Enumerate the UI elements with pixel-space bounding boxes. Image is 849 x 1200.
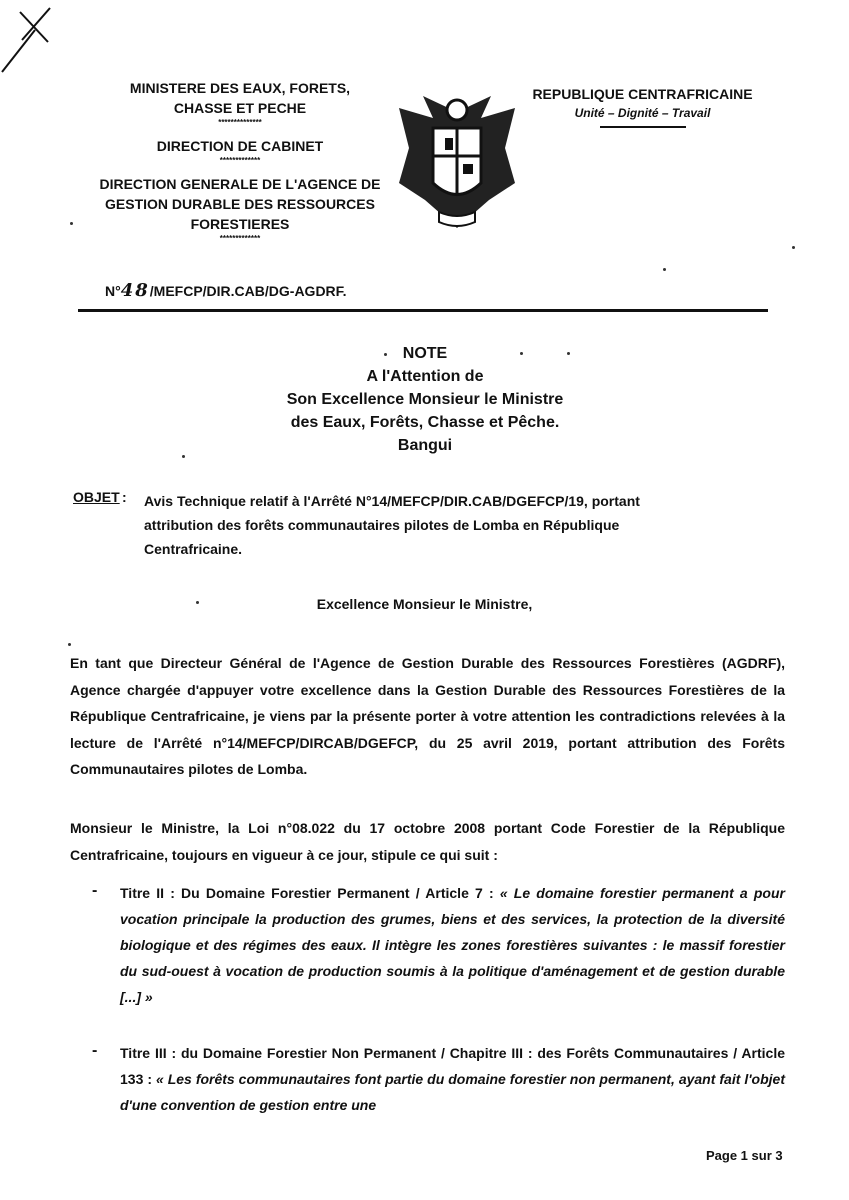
bullet-item-titre-3 [120,1040,785,1118]
national-motto: Unité – Dignité – Travail [574,106,711,120]
reference-handwritten-number: 48 [120,280,150,301]
paragraph-intro: En tant que Directeur Général de l'Agence de Gestion Durable des Ressources Forestières (AGDRF), Agence chargée d'appuyer votre excellence dans la Gestion Durable des Ressources Forestières de la République Centrafricaine, je viens par la présente porter à votre attention les contradictions relevées à la lecture de l'Arrêté n°14/MEFCP/DIRCAB/DGEFCP, du 25 avril 2019, portant attribution des Forêts Communautaires pilotes de Lomba. [70,655,785,777]
header-left [95,78,385,244]
cabinet-name: DIRECTION DE CABINET [156,138,324,154]
separator-stars: ************* [219,234,261,243]
separator-stars: ************** [218,118,262,127]
attention-line: A l'Attention de [366,368,484,385]
objet-colon: : [122,489,127,505]
reference-prefix: N° [105,283,121,299]
bullet-quote: « Les forêts communautaires font partie du domaine forestier non permanent, ayant fait l'objet d'une convention de gestion entre une [120,1071,785,1113]
bullet-lead: Titre III : du Domaine Forestier Non Permanent / Chapitre III : des Forêts Communautaires / Article 133 : [120,1045,785,1087]
header-right [525,86,760,128]
bullet-lead: Titre II : Du Domaine Forestier Permanent / Article 7 : [120,885,500,901]
recipient-ministry: des Eaux, Forêts, Chasse et Pêche. [290,414,560,431]
reference-suffix: /MEFCP/DIR.CAB/DG-AGDRF. [149,283,347,299]
note-title: NOTE [402,345,448,362]
agency-name: DIRECTION GENERALE DE L'AGENCE DE GESTION DURABLE DES RESSOURCES FORESTIERES [99,176,381,232]
addressee-block [200,342,650,457]
signature-stroke-icon [0,0,80,80]
coat-of-arms-emblem [393,88,521,233]
country-name: REPUBLIQUE CENTRAFRICAINE [532,86,753,102]
bullet-item-titre-2 [120,880,785,1010]
motto-underline [600,126,686,128]
objet-label: OBJET [73,489,120,505]
bullet-marker: - [92,1042,98,1059]
recipient-city: Bangui [397,437,453,454]
separator-stars: ************* [219,156,261,165]
page-number: Page 1 sur 3 [706,1148,783,1163]
paragraph-law: Monsieur le Ministre, la Loi n°08.022 du 17 octobre 2008 portant Code Forestier de la République Centrafricaine, toujours en vigueur à ce jour, stipule ce qui suit : [70,820,785,863]
salutation: Excellence Monsieur le Ministre, [316,596,533,612]
bullet-quote: « Le domaine forestier permanent a pour vocation principale la production des grumes, biens et des services, la protection de la diversité biologique et des régimes des eaux. Il intègre les zones forestières suivantes : le massif forestier du sud-ouest à vocation de production soumis à la politique d'aménagement et de gestion durable [...] » [120,885,785,1005]
recipient-title: Son Excellence Monsieur le Ministre [286,391,564,408]
header-divider [78,309,768,312]
reference-number [105,280,347,301]
bullet-marker: - [92,882,98,899]
objet-text: Avis Technique relatif à l'Arrêté N°14/MEFCP/DIR.CAB/DGEFCP/19, portant attribution des forêts communautaires pilotes de Lomba en République Centrafricaine. [144,493,640,557]
ministry-name: MINISTERE DES EAUX, FORETS, CHASSE ET PECHE [129,80,351,116]
